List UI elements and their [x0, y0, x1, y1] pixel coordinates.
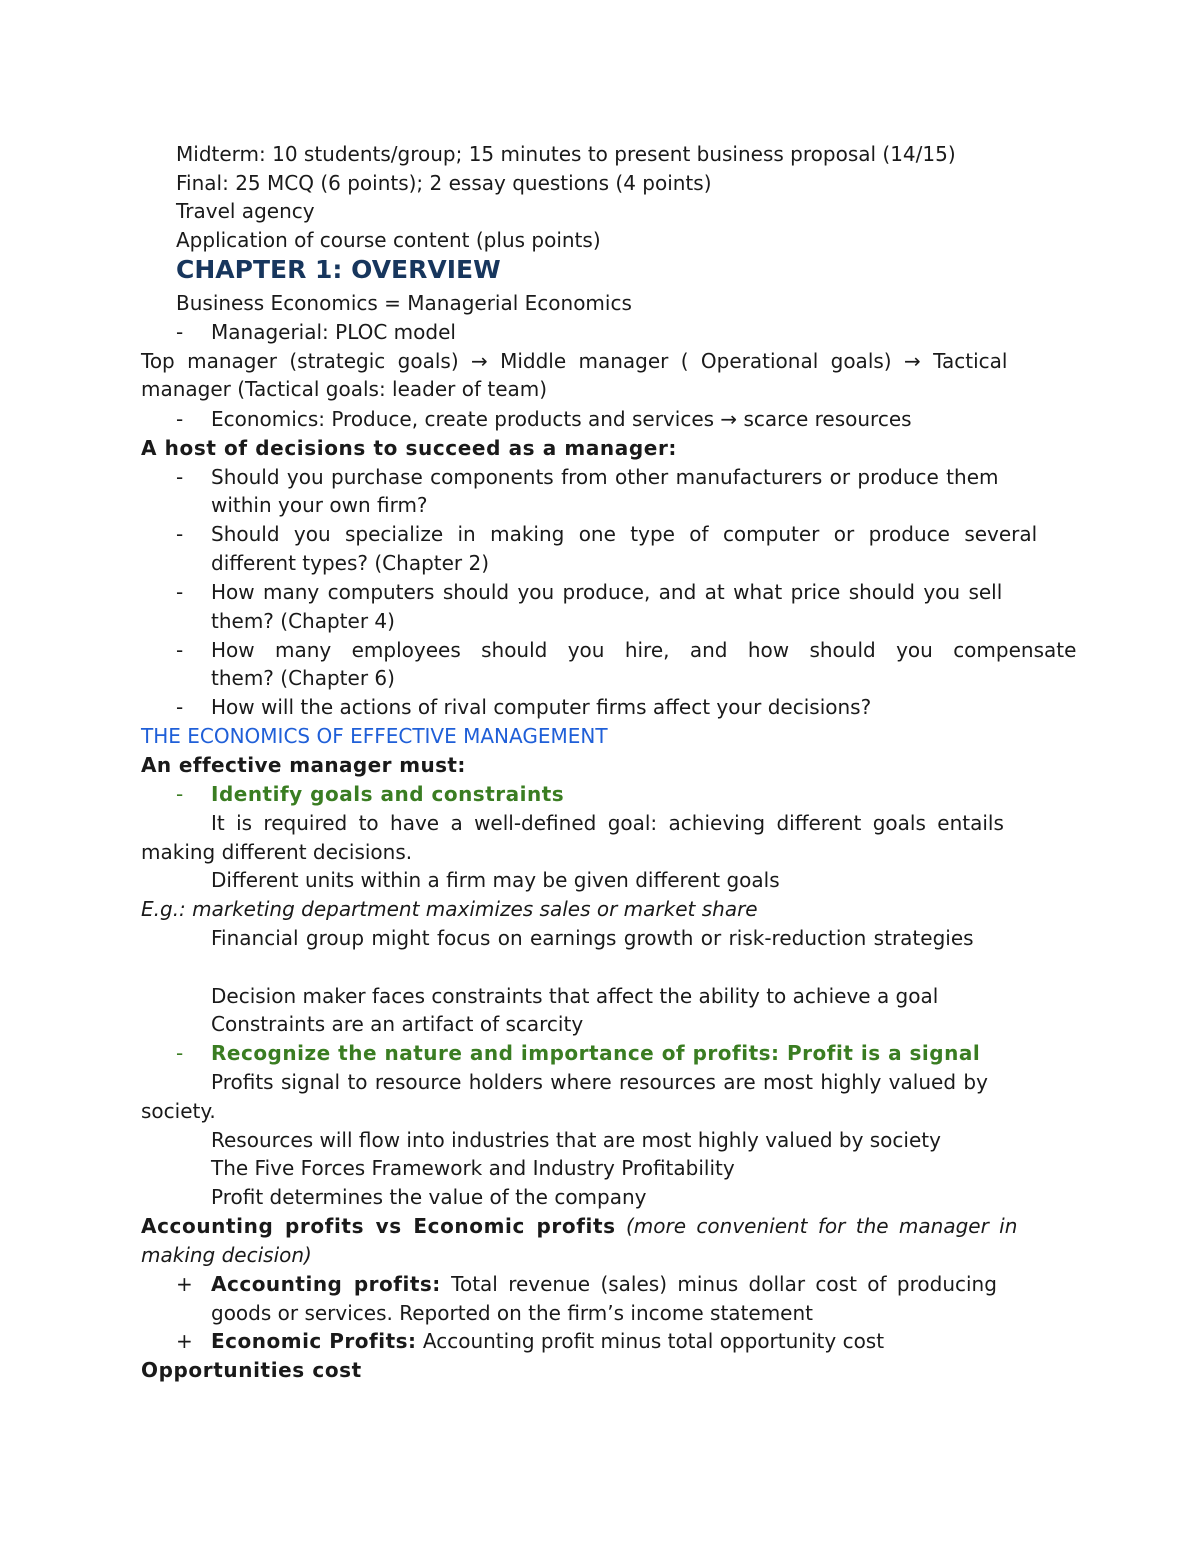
- business-economics-line: Business Economics = Managerial Economics: [176, 291, 632, 315]
- bullet-dash: -: [176, 522, 184, 546]
- bullet-dash: -: [176, 407, 184, 431]
- manager-hierarchy-line-1: [141, 347, 1057, 375]
- decisions-heading: A host of decisions to succeed as a manager:: [141, 436, 678, 460]
- decision-q2-line-2: different types? (Chapter 2): [211, 551, 490, 575]
- profit-paragraph-4: Profit determines the value of the company: [211, 1185, 647, 1209]
- constraint-line-2: Constraints are an artifact of scarcity: [211, 1012, 584, 1036]
- manager-hierarchy-line-2: manager (Tactical goals: leader of team): [141, 377, 548, 401]
- bullet-dash: -: [176, 465, 184, 489]
- economic-profits-text: Accounting profit minus total opportunity cost: [422, 1329, 885, 1353]
- accounting-profits-line-1: [211, 1270, 997, 1298]
- profits-comparison-heading: [141, 1212, 1017, 1240]
- manager-hierarchy-text: Top manager (strategic goals) → Middle manager ( Operational goals) → Tactical: [141, 349, 1008, 373]
- goal-paragraph-1-line-1: It is required to have a well-defined goal: achieving different goals entails: [211, 811, 1004, 835]
- bullet-dash: -: [176, 782, 184, 806]
- bullet-dash: -: [176, 1041, 184, 1065]
- profit-paragraph-1-line-1: Profits signal to resource holders where resources are most highly valued by: [211, 1070, 988, 1094]
- profit-paragraph-3: The Five Forces Framework and Industry Profitability: [211, 1156, 735, 1180]
- goals-constraints-heading: Identify goals and constraints: [211, 782, 565, 806]
- intro-line-midterm: Midterm: 10 students/group; 15 minutes to present business proposal (14/15): [176, 142, 956, 166]
- decision-q5-line-1: How will the actions of rival computer firms affect your decisions?: [211, 695, 872, 719]
- accounting-profits-text: Total revenue (sales) minus dollar cost of producing: [451, 1272, 997, 1296]
- bullet-dash: -: [176, 580, 184, 604]
- opportunities-cost-heading: Opportunities cost: [141, 1358, 362, 1382]
- economic-profits-label: Economic Profits:: [211, 1329, 417, 1353]
- profit-paragraph-2: Resources will flow into industries that are most highly valued by society: [211, 1128, 941, 1152]
- intro-line-application: Application of course content (plus points): [176, 228, 601, 252]
- accounting-profits-label: Accounting profits:: [211, 1272, 441, 1296]
- section-title-effective-management: THE ECONOMICS OF EFFECTIVE MANAGEMENT: [141, 724, 608, 748]
- decision-q4-line-1: How many employees should you hire, and how should you compensate: [211, 638, 1077, 662]
- profits-comparison-italic-line-2: making decision): [141, 1243, 312, 1267]
- bullet-dash: -: [176, 695, 184, 719]
- accounting-profits-line-2: goods or services. Reported on the firm’s income statement: [211, 1301, 814, 1325]
- goal-paragraph-1-line-2: making different decisions.: [141, 840, 413, 864]
- economic-profits-line: [211, 1327, 884, 1355]
- profits-comparison-italic: (more convenient for the manager in: [626, 1214, 1018, 1238]
- decision-q1-line-1: Should you purchase components from other manufacturers or produce them: [211, 465, 999, 489]
- decision-q2-line-1: Should you specialize in making one type of computer or produce several: [211, 522, 1038, 546]
- bullet-plus: +: [176, 1329, 193, 1353]
- effective-manager-heading: An effective manager must:: [141, 753, 466, 777]
- bullet-economics: Economics: Produce, create products and services → scarce resources: [211, 407, 912, 431]
- profits-signal-heading: Recognize the nature and importance of profits: Profit is a signal: [211, 1041, 981, 1065]
- decision-q3-line-1: How many computers should you produce, and at what price should you sell: [211, 580, 1003, 604]
- chapter-title: CHAPTER 1: OVERVIEW: [176, 255, 501, 284]
- bullet-managerial: Managerial: PLOC model: [211, 320, 456, 344]
- goal-example: E.g.: marketing department maximizes sales or market share: [141, 897, 758, 921]
- intro-line-travel: Travel agency: [176, 199, 315, 223]
- profits-comparison-bold: Accounting profits vs Economic profits: [141, 1214, 616, 1238]
- decision-q4-line-2: them? (Chapter 6): [211, 666, 395, 690]
- bullet-dash: -: [176, 320, 184, 344]
- decision-q3-line-2: them? (Chapter 4): [211, 609, 395, 633]
- decision-q1-line-2: within your own firm?: [211, 493, 428, 517]
- constraint-line-1: Decision maker faces constraints that affect the ability to achieve a goal: [211, 984, 939, 1008]
- goal-financial: Financial group might focus on earnings growth or risk-reduction strategies: [211, 926, 974, 950]
- intro-line-final: Final: 25 MCQ (6 points); 2 essay questions (4 points): [176, 171, 712, 195]
- goal-paragraph-2: Different units within a firm may be given different goals: [211, 868, 780, 892]
- profit-paragraph-1-line-2: society.: [141, 1099, 216, 1123]
- bullet-dash: -: [176, 638, 184, 662]
- bullet-plus: +: [176, 1272, 193, 1296]
